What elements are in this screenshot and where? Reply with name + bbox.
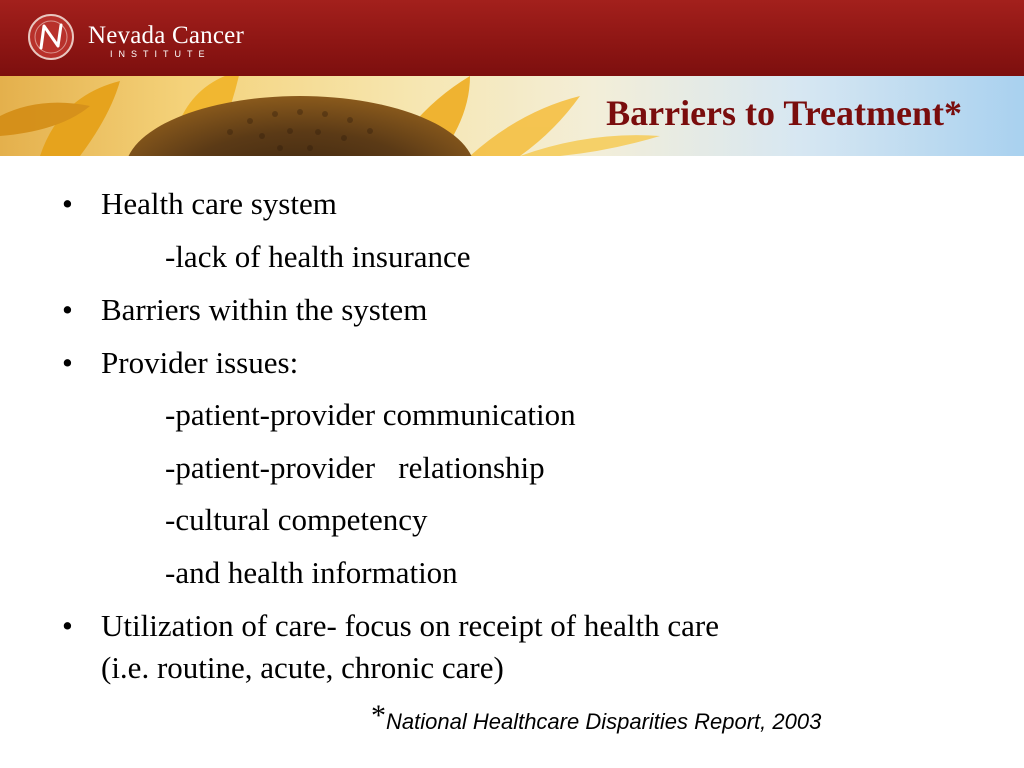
list-item-continuation: (i.e. routine, acute, chronic care) — [101, 650, 504, 685]
slide-title: Barriers to Treatment* — [606, 93, 962, 133]
list-subitem: -lack of health insurance — [165, 239, 471, 274]
list-subitem: -cultural competency — [165, 502, 428, 537]
list-subitem: -and health information — [165, 555, 458, 590]
list-item: Utilization of care- focus on receipt of health care — [101, 608, 719, 643]
list-item: Provider issues: — [101, 345, 299, 380]
list-item: Barriers within the system — [101, 292, 428, 327]
bullet-icon: • — [62, 292, 73, 327]
footnote-mark: * — [371, 699, 386, 732]
list-subitem: -patient-provider relationship — [165, 450, 545, 485]
footnote — [371, 700, 821, 742]
bullet-icon: • — [62, 186, 73, 221]
footnote-text: National Healthcare Disparities Report, 2003 — [386, 709, 822, 734]
logo-name: Nevada Cancer — [88, 22, 244, 49]
logo-subtitle: INSTITUTE — [110, 49, 211, 59]
list-subitem: -patient-provider communication — [165, 397, 576, 432]
bullet-icon: • — [62, 608, 73, 643]
bullet-icon: • — [62, 345, 73, 380]
list-item: Health care system — [101, 186, 337, 221]
